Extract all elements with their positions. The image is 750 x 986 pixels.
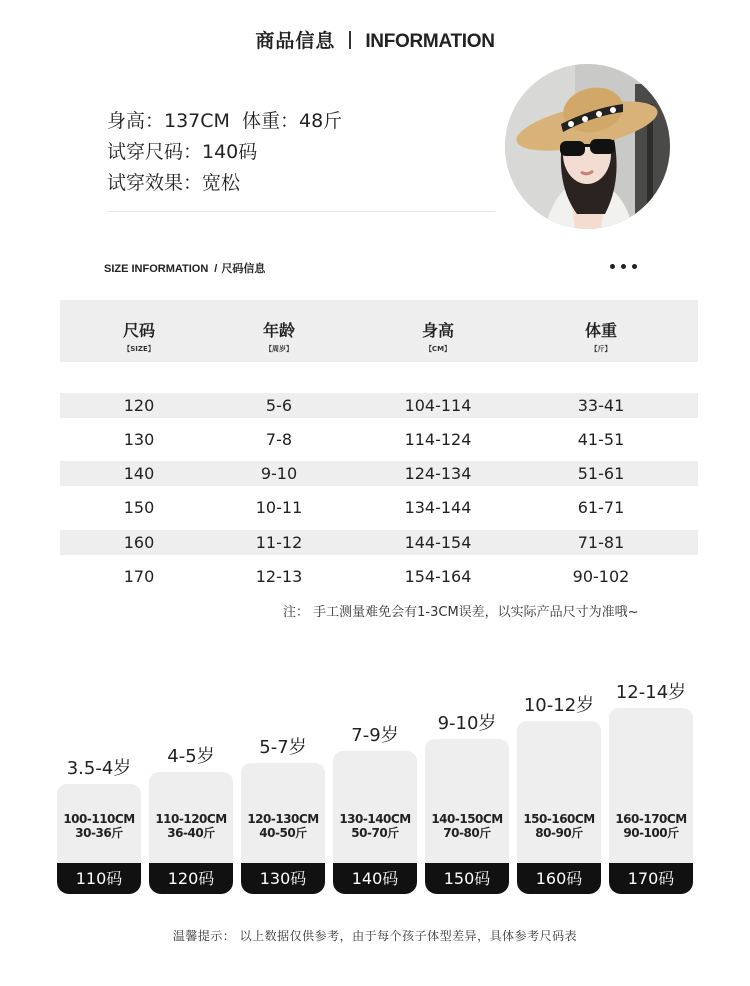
- cell-weight: 33-41: [577, 396, 625, 415]
- model-info: [107, 106, 342, 199]
- card-weight: 36-40斤: [167, 826, 215, 840]
- card-weight: 40-50斤: [259, 826, 307, 840]
- cell-age: 10-11: [255, 498, 303, 517]
- cell-height: 124-134: [404, 464, 472, 483]
- card-age: 3.5-4岁: [66, 758, 132, 779]
- card-height: 120-130CM: [247, 812, 319, 826]
- header-age-unit: 【周岁】: [265, 345, 293, 353]
- table-row: [60, 427, 698, 452]
- header-height-label: 身高: [421, 321, 454, 340]
- cell-height: 104-114: [404, 396, 472, 415]
- card-age: 10-12岁: [523, 695, 595, 716]
- cell-height: 154-164: [404, 567, 472, 586]
- size-card: [517, 691, 601, 894]
- card-age: 12-14岁: [615, 682, 687, 703]
- size-card: [425, 709, 509, 894]
- card-age: 4-5岁: [167, 746, 215, 767]
- table-row: [60, 530, 698, 555]
- size-title-cn: 尺码信息: [221, 263, 266, 275]
- header-size-unit: 【SIZE】: [123, 345, 155, 353]
- title-slash: /: [214, 263, 218, 275]
- cell-height: 134-144: [404, 498, 472, 517]
- card-weight: 90-100斤: [623, 826, 679, 840]
- header-size: [59, 300, 219, 354]
- header-size-label: 尺码: [122, 321, 155, 340]
- card-weight: 70-80斤: [443, 826, 491, 840]
- header-weight-unit: 【斤】: [590, 345, 612, 353]
- table-row: [60, 564, 698, 589]
- card-weight: 50-70斤: [351, 826, 399, 840]
- card-age: 9-10岁: [437, 713, 497, 734]
- measurement-note: 注： 手工测量难免会有1-3CM误差，以实际产品尺寸为准哦~: [283, 605, 639, 620]
- cell-age: 9-10: [260, 464, 298, 483]
- cell-size: 120: [123, 396, 155, 415]
- cell-weight: 51-61: [577, 464, 625, 483]
- card-height: 140-150CM: [431, 812, 503, 826]
- card-box: [425, 739, 509, 864]
- model-size: 试穿尺码：140码: [107, 141, 258, 163]
- card-size-label: 130码: [241, 863, 325, 894]
- model-weight: 体重：48斤: [241, 110, 343, 132]
- size-card: [149, 742, 233, 894]
- card-height: 100-110CM: [63, 812, 135, 826]
- card-size-label: 110码: [57, 863, 141, 894]
- model-fit: 试穿效果：宽松: [107, 172, 241, 194]
- card-box: [609, 708, 693, 864]
- card-age: 5-7岁: [259, 737, 307, 758]
- cell-age: 7-8: [265, 430, 293, 449]
- cell-weight: 90-102: [572, 567, 630, 586]
- card-size-label: 170码: [609, 863, 693, 894]
- cell-size: 160: [123, 533, 155, 552]
- model-height: 身高：137CM: [107, 110, 230, 132]
- title-cn: 商品信息: [255, 30, 336, 52]
- table-row: [60, 461, 698, 486]
- card-height: 130-140CM: [339, 812, 411, 826]
- card-weight: 80-90斤: [535, 826, 583, 840]
- cell-age: 12-13: [255, 567, 303, 586]
- header-weight: [521, 300, 681, 354]
- card-age: 7-9岁: [351, 725, 399, 746]
- header-age-label: 年龄: [262, 321, 295, 340]
- cell-age: 5-6: [265, 396, 293, 415]
- title-divider: [349, 31, 351, 49]
- header-weight-label: 体重: [584, 321, 617, 340]
- divider: [107, 211, 495, 212]
- cell-weight: 61-71: [577, 498, 625, 517]
- cell-weight: 41-51: [577, 430, 625, 449]
- card-weight: 30-36斤: [75, 826, 123, 840]
- header-height-unit: 【CM】: [424, 345, 452, 353]
- model-photo: [505, 64, 670, 229]
- size-card: [241, 733, 325, 894]
- card-box: [333, 751, 417, 864]
- warm-tip: 温馨提示： 以上数据仅供参考，由于每个孩子体型差异，具体参考尺码表: [172, 929, 578, 943]
- size-card: [333, 721, 417, 894]
- title-en: INFORMATION: [365, 31, 495, 52]
- header-age: [199, 300, 359, 354]
- cell-height: 144-154: [404, 533, 472, 552]
- size-table-header: [60, 300, 698, 362]
- card-size-label: 120码: [149, 863, 233, 894]
- cell-size: 170: [123, 567, 155, 586]
- cell-age: 11-12: [255, 533, 303, 552]
- size-title-en: SIZE INFORMATION: [104, 263, 209, 275]
- table-row: [60, 495, 698, 520]
- card-height: 110-120CM: [155, 812, 227, 826]
- cell-weight: 71-81: [577, 533, 625, 552]
- cell-size: 130: [123, 430, 155, 449]
- size-section-title: [104, 260, 265, 276]
- more-dots-icon: [610, 264, 637, 269]
- page-header: [0, 26, 750, 53]
- card-size-label: 140码: [333, 863, 417, 894]
- card-size-label: 160码: [517, 863, 601, 894]
- table-row: [60, 393, 698, 418]
- cell-size: 140: [123, 464, 155, 483]
- cell-height: 114-124: [404, 430, 472, 449]
- size-card: [57, 754, 141, 894]
- cell-size: 150: [123, 498, 155, 517]
- card-box: [517, 721, 601, 864]
- header-height: [358, 300, 518, 354]
- card-height: 150-160CM: [523, 812, 595, 826]
- card-size-label: 150码: [425, 863, 509, 894]
- card-height: 160-170CM: [615, 812, 687, 826]
- size-card: [609, 678, 693, 894]
